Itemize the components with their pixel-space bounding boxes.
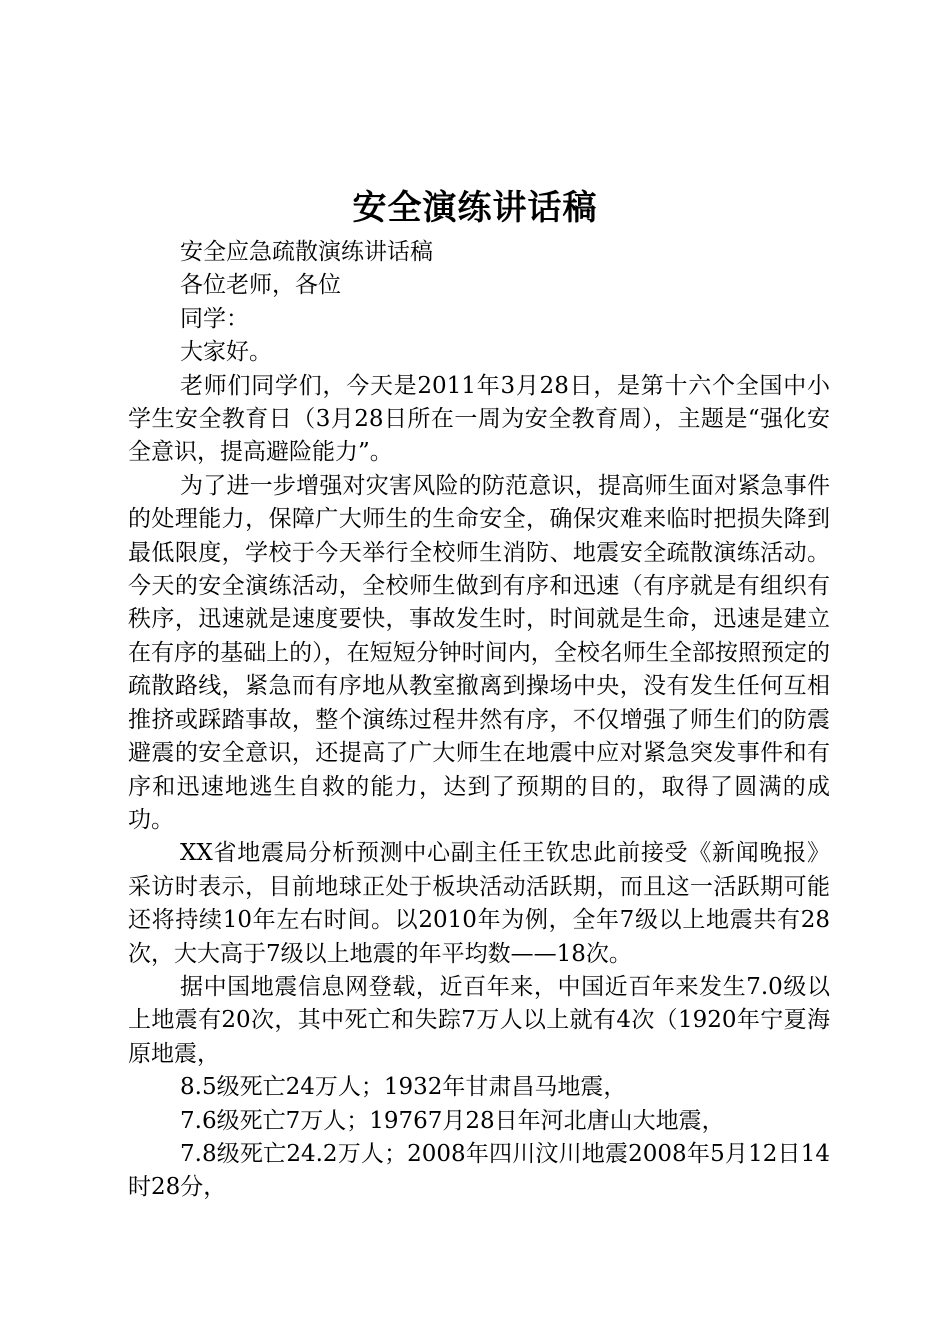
paragraph-history: 据中国地震信息网登载，近百年来，中国近百年来发生7.0级以上地震有20次，其中死亡和失踪7万人以上就有4次（1920年宁夏海原地震，: [128, 973, 830, 1067]
paragraph-salutation: 各位老师，各位: [180, 272, 341, 299]
document-title: 安全演练讲话稿: [352, 188, 598, 228]
paragraph-salutation-cont: 同学：: [180, 305, 249, 332]
paragraph-history-item-2: 7.6级死亡7万人；19767月28日年河北唐山大地震，: [180, 1107, 725, 1134]
paragraph-seismic-activity: XX省地震局分析预测中心副主任王钦忠此前接受《新闻晚报》采访时表示，目前地球正处于板块活动活跃期，而且这一活跃期可能还将持续10年左右时间。以2010年为例，全年7级以上地震共有28次，大大高于7级以上地震的年平均数——18次。: [128, 840, 830, 967]
document-body: [128, 236, 830, 1205]
paragraph-history-item-1: 8.5级死亡24万人；1932年甘肃昌马地震，: [180, 1074, 627, 1101]
paragraph-drill: 为了进一步增强对灾害风险的防范意识，提高师生面对紧急事件的处理能力，保障广大师生的生命安全，确保灾难来临时把损失降到最低限度，学校于今天举行全校师生消防、地震安全疏散演练活动。今天的安全演练活动，全校师生做到有序和迅速（有序就是有组织有秩序，迅速就是速度要快，事故发生时，时间就是生命，迅速是建立在有序的基础上的），在短短分钟时间内，全校名师生全部按照预定的疏散路线，紧急而有序地从教室撤离到操场中央，没有发生任何互相推挤或踩踏事故，整个演练过程井然有序，不仅增强了师生们的防震避震的安全意识，还提高了广大师生在地震中应对紧急突发事件和有序和迅速地逃生自救的能力，达到了预期的目的，取得了圆满的成功。: [128, 472, 830, 833]
paragraph-heading: 安全应急疏散演练讲话稿: [180, 239, 433, 265]
paragraph-intro: 老师们同学们，今天是2011年3月28日，是第十六个全国中小学生安全教育日（3月28日所在一周为安全教育周），主题是“强化安全意识，提高避险能力”。: [128, 372, 830, 466]
paragraph-history-item-3: 7.8级死亡24.2万人；2008年四川汶川地震2008年5月12日14时28分，: [128, 1140, 830, 1201]
paragraph-greeting: 大家好。: [180, 339, 272, 366]
